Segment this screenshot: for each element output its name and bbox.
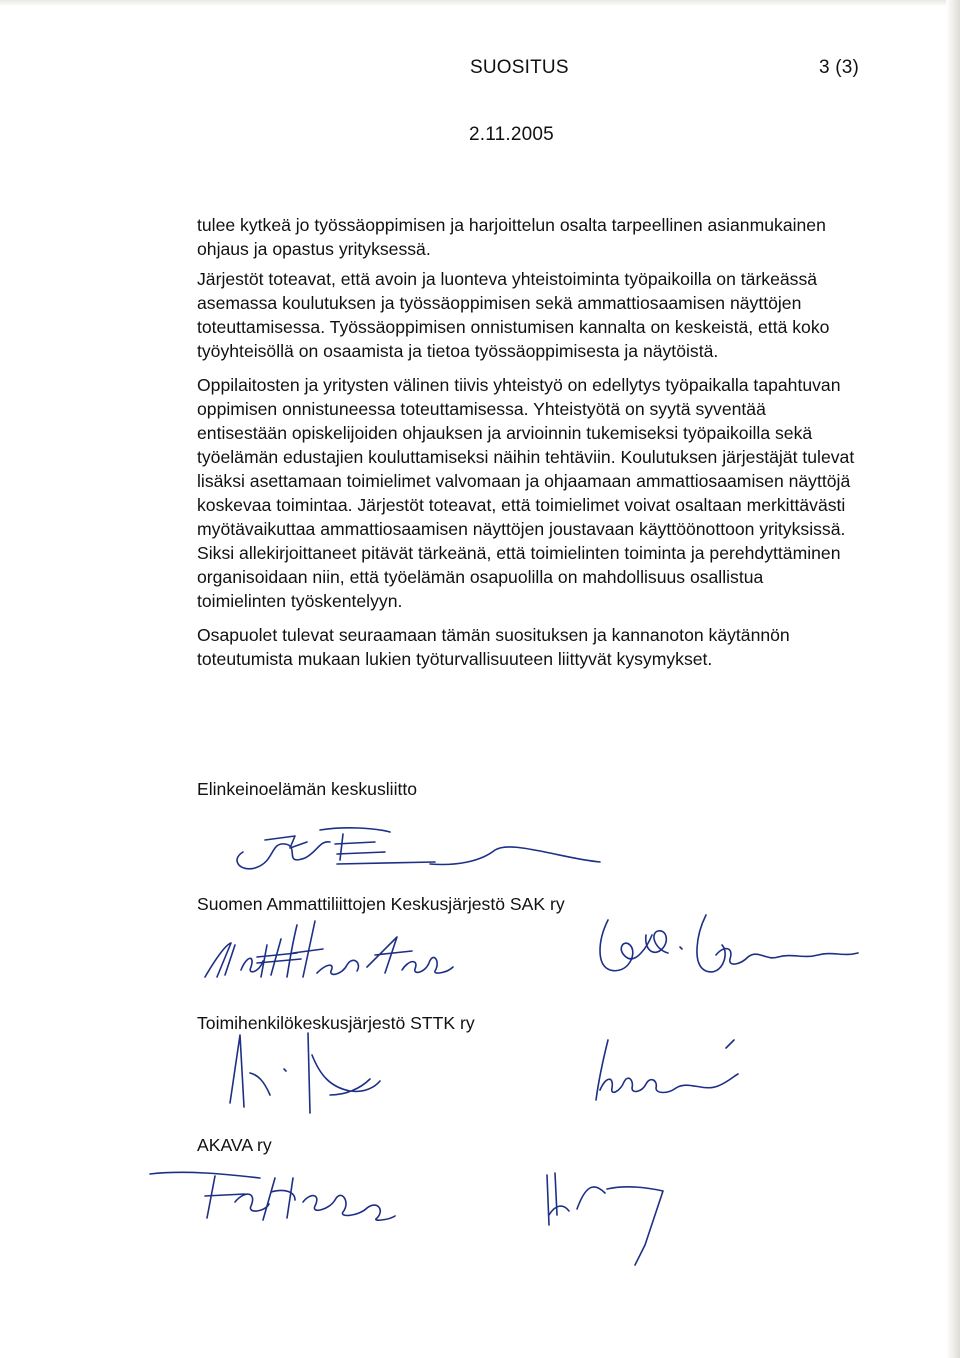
- page-number: 3 (3): [819, 57, 860, 78]
- signature-sttk-2: [588, 1030, 758, 1110]
- signature-akava-1: [145, 1162, 405, 1232]
- paragraph: Järjestöt toteavat, että avoin ja luonteva yhteistoiminta työpaikoilla on tärkeässä asemassa koulutuksen ja työssäoppimisen sekä ammattiosaamisen näyttöjen toteuttamisessa. Työssäoppimisen onnistumisen kannalta on keskeistä, että koko työyhteisöllä on osaamista ja tietoa työssäoppimisesta ja näytöistä.: [197, 269, 830, 361]
- document-date: 2.11.2005: [469, 124, 554, 145]
- signature-ek: [225, 822, 605, 882]
- signatory-org-sttk: Toimihenkilökeskusjärjestö STTK ry: [197, 1013, 475, 1033]
- signature-sak-2: [588, 905, 868, 985]
- paragraph: Osapuolet tulevat seuraamaan tämän suosituksen ja kannanoton käytännön toteutumista mukaan lukien työturvallisuuteen liittyvät kysymykset.: [197, 625, 790, 669]
- signatory-org-sak: Suomen Ammattiliittojen Keskusjärjestö SAK ry: [197, 894, 565, 914]
- document-type: SUOSITUS: [470, 57, 569, 78]
- signature-akava-2: [535, 1165, 695, 1275]
- signatory-org-ek: Elinkeinoelämän keskusliitto: [197, 779, 418, 799]
- paragraph: tulee kytkeä jo työssäoppimisen ja harjoittelun osalta tarpeellinen asianmukainen ohjaus ja opastus yrityksessä.: [197, 215, 826, 259]
- paper-top-edge: [0, 0, 960, 6]
- signature-sttk-1: [210, 1015, 410, 1115]
- signatory-org-akava: AKAVA ry: [197, 1135, 272, 1155]
- paper-right-edge: [946, 0, 960, 1358]
- signature-sak-1: [197, 915, 467, 990]
- document-body: [197, 213, 857, 681]
- paragraph: Oppilaitosten ja yritysten välinen tiivis yhteistyö on edellytys työpaikalla tapahtuvan oppimisen onnistuneessa toteuttamisessa. Yhteistyötä on syytä syventää entisestään opiskelijoiden ohjauksen ja arvioinnin tukemiseksi työpaikoilla sekä työelämän edustajien kouluttamiseksi näihin tehtäviin. Koulutuksen järjestäjät tulevat lisäksi asettamaan toimielimet valvomaan ja ohjaamaan ammattiosaamisen näyttöjä koskevaa toimintaa. Järjestöt toteavat, että toimielimet voivat osaltaan merkittävästi myötävaikuttaa ammattiosaamisen näyttöjen joustavaan käyttöönottoon yrityksissä. Siksi allekirjoittaneet pitävät tärkeänä, että toimielinten toiminta ja perehdyttäminen organisoidaan niin, että työelämän osapuolilla on mahdollisuus osallistua toimielinten työskentelyyn.: [197, 375, 855, 611]
